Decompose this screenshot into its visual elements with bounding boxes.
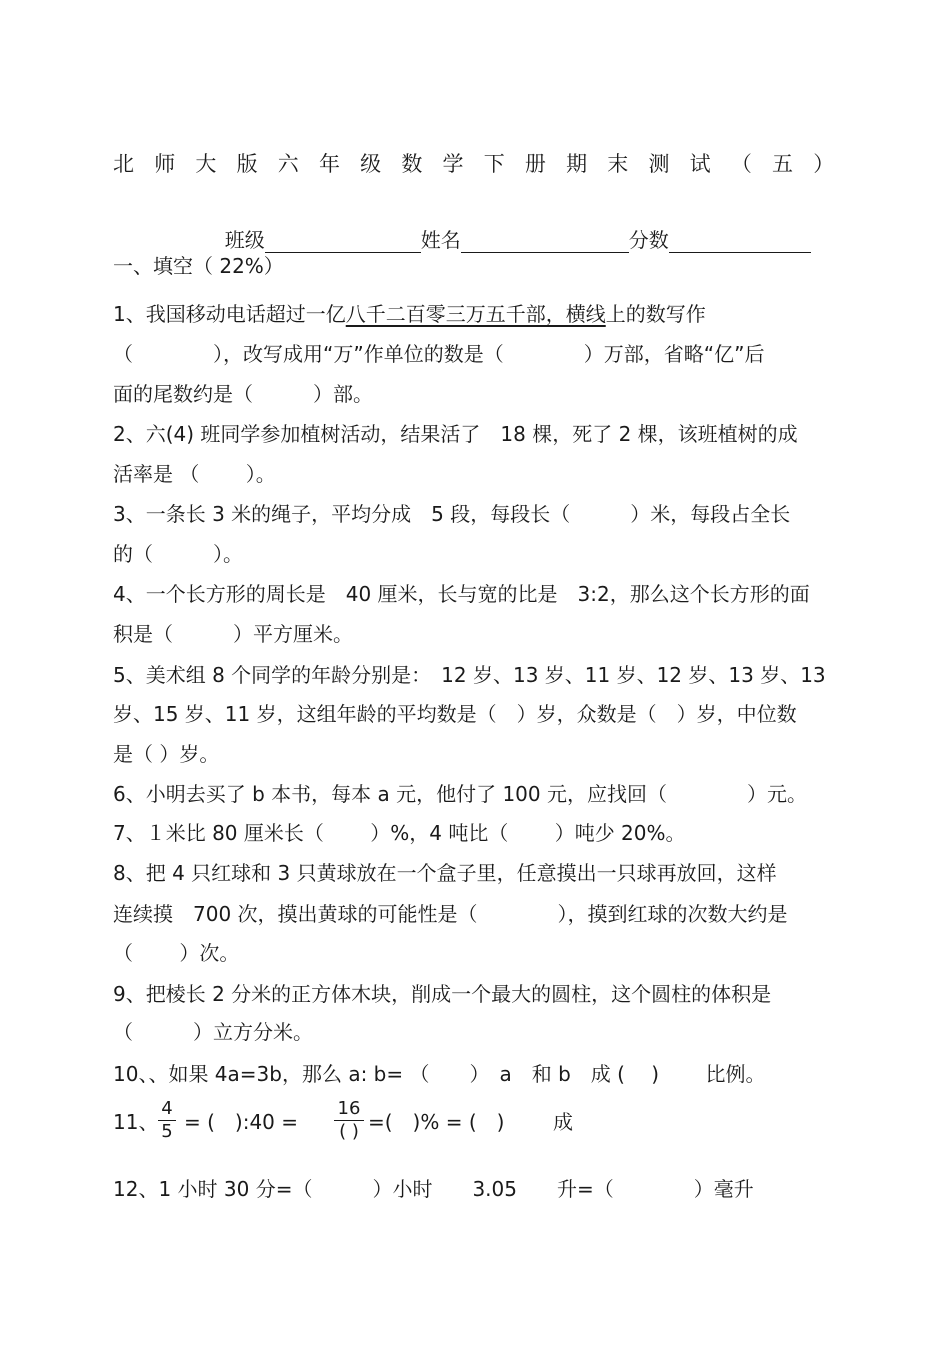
title-char: 师: [154, 152, 176, 176]
student-info-header: [212, 198, 811, 254]
fraction-denominator: ( ): [339, 1121, 359, 1142]
question-11-part-1: = ( ):40 =: [184, 1110, 299, 1134]
question-9-line-1: 9、把棱长 2 分米的正方体木块，削成一个最大的圆柱，这个圆柱的体积是: [113, 982, 772, 1006]
question-10: 10、、如果 4a=3b，那么 a: b= （ ） a 和 b 成 ( ) 比例。: [113, 1062, 766, 1086]
question-3-line-1: 3、一条长 3 米的绳子，平均分成 5 段，每段长（ ）米，每段占全长: [113, 502, 791, 526]
fraction-4-5: [158, 1098, 176, 1143]
question-8-line-2: 连续摸 700 次，摸出黄球的可能性是（ ），摸到红球的次数大约是: [113, 902, 788, 926]
title-char: 下: [483, 152, 505, 176]
title-char: 北: [113, 152, 134, 176]
class-label: 班级: [224, 228, 265, 252]
fraction-16-blank: [334, 1098, 364, 1143]
title-char: 版: [236, 152, 258, 176]
title-char: 学: [442, 152, 464, 176]
fraction-denominator: 5: [161, 1121, 173, 1142]
question-5-line-3: 是（ ）岁。: [113, 742, 220, 766]
title-char: 数: [401, 152, 423, 176]
question-8-line-3: （ ）次。: [113, 941, 240, 965]
question-11-part-2: =( )% = ( ): [368, 1110, 505, 1134]
question-6: 6、小明去买了 b 本书，每本 a 元，他付了 100 元，应找回（ ）元。: [113, 782, 807, 806]
name-label: 姓名: [420, 228, 461, 252]
question-5-line-2: 岁、15 岁、11 岁，这组年龄的平均数是（ ）岁，众数是（ ）岁，中位数: [113, 702, 797, 726]
title-char: 末: [607, 152, 629, 176]
question-3-line-2: 的（ ）。: [113, 542, 243, 566]
fraction-numerator: 4: [158, 1098, 176, 1121]
page-title: [113, 150, 854, 178]
question-11-part-3: 成: [553, 1110, 573, 1134]
question-4-line-1: 4、一个长方形的周长是 40 厘米，长与宽的比是 3:2，那么这个长方形的面: [113, 582, 810, 606]
q1-text-c: 上的数写作: [605, 302, 706, 326]
section-heading: 一、填空（ 22%）: [113, 254, 284, 278]
score-label: 分数: [628, 228, 669, 252]
title-char: 五: [772, 152, 793, 176]
question-11-prefix: 11、: [113, 1110, 159, 1134]
name-blank[interactable]: [461, 230, 629, 253]
question-1-line-3: 面的尾数约是（ ）部。: [113, 382, 373, 406]
title-char: 测: [648, 152, 670, 176]
title-char: 六: [277, 152, 299, 176]
title-char: ）: [813, 152, 835, 176]
score-blank[interactable]: [669, 230, 811, 253]
question-2-line-2: 活率是 （ ）。: [113, 462, 276, 486]
class-blank[interactable]: [265, 230, 421, 253]
question-4-line-2: 积是（ ）平方厘米。: [113, 622, 353, 646]
question-1-line-2: （ ），改写成用“万”作单位的数是（ ）万部，省略“亿”后: [113, 342, 765, 366]
title-char: 级: [360, 152, 382, 176]
question-9-line-2: （ ）立方分米。: [113, 1020, 313, 1044]
question-1-line-1: [113, 300, 706, 328]
title-char: 期: [566, 152, 588, 176]
question-7: 7、１米比 80 厘米长（ ）%，4 吨比（ ）吨少 20%。: [113, 821, 686, 845]
q1-text-a: 1、我国移动电话超过一亿: [113, 302, 346, 326]
title-char: 大: [195, 152, 217, 176]
q1-underlined-number: 八千二百零三万五千部，横线: [345, 302, 606, 326]
question-2-line-1: 2、六(4) 班同学参加植树活动，结果活了 18 棵，死了 2 棵，该班植树的成: [113, 422, 798, 446]
title-char: 试: [689, 152, 711, 176]
question-5-line-1: 5、美术组 8 个同学的年龄分别是： 12 岁、13 岁、11 岁、12 岁、13 岁、13: [113, 663, 826, 687]
question-8-line-1: 8、把 4 只红球和 3 只黄球放在一个盒子里，任意摸出一只球再放回，这样: [113, 861, 777, 885]
title-char: 册: [524, 152, 546, 176]
title-char: 年: [318, 152, 340, 176]
question-12: 12、1 小时 30 分=（ ）小时 3.05 升=（ ）毫升: [113, 1177, 754, 1201]
title-char: （: [730, 152, 752, 176]
fraction-numerator: 16: [334, 1098, 364, 1121]
